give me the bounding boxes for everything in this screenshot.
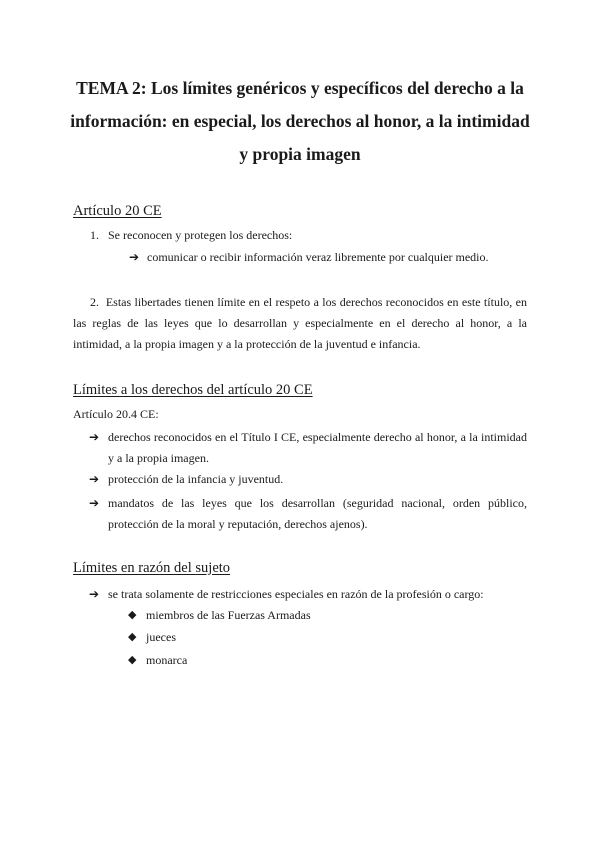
list-item: mandatos de las leyes que los desarrollan (seguridad nacional, orden público, protección de la moral y reputación, derechos ajenos). — [108, 496, 527, 531]
list-item: se trata solamente de restricciones especiales en razón de la profesión o cargo: — [108, 587, 484, 601]
sub-list-item: miembros de las Fuerzas Armadas — [146, 608, 311, 622]
page-title: TEMA 2: Los límites genéricos y específicos del derecho a la información: en especial, los derechos al honor, a la intimidad y propia imagen — [70, 78, 530, 164]
sub-list-item: jueces — [146, 630, 176, 644]
section-heading-articulo-20: Artículo 20 CE — [73, 203, 162, 219]
list-item: protección de la infancia y juventud. — [108, 472, 284, 486]
paragraph-item-2 — [73, 292, 527, 355]
intro-text: Artículo 20.4 CE: — [73, 407, 159, 421]
arrow-icon: ➔ — [89, 587, 100, 601]
list-number: 1. — [90, 228, 99, 242]
section-heading-limites-derechos: Límites a los derechos del artículo 20 CE — [73, 382, 313, 398]
arrow-icon: ➔ — [89, 430, 100, 444]
arrow-icon: ➔ — [89, 496, 100, 510]
diamond-bullet-icon: ◆ — [128, 654, 137, 666]
arrow-icon: ➔ — [129, 250, 140, 264]
section-heading-limites-sujeto: Límites en razón del sujeto — [73, 560, 231, 576]
arrow-icon: ➔ — [89, 472, 100, 486]
diamond-bullet-icon: ◆ — [128, 609, 137, 621]
list-item-text: Se reconocen y protegen los derechos: — [108, 228, 293, 242]
list-number: 2. — [90, 295, 99, 309]
list-item-text: Estas libertades tienen límite en el respeto a los derechos reconocidos en este título, en las reglas de las leyes que lo desarrollan y especialmente en el derecho al honor, a la intimidad, a la propia imagen y a la protección de la juventud e infancia. — [73, 295, 528, 351]
list-item: derechos reconocidos en el Título I CE, especialmente derecho al honor, a la intimidad y a la propia imagen. — [108, 430, 527, 465]
sub-item-text: comunicar o recibir información veraz libremente por cualquier medio. — [147, 250, 489, 264]
diamond-bullet-icon: ◆ — [128, 631, 137, 643]
sub-list-item: monarca — [146, 653, 188, 667]
